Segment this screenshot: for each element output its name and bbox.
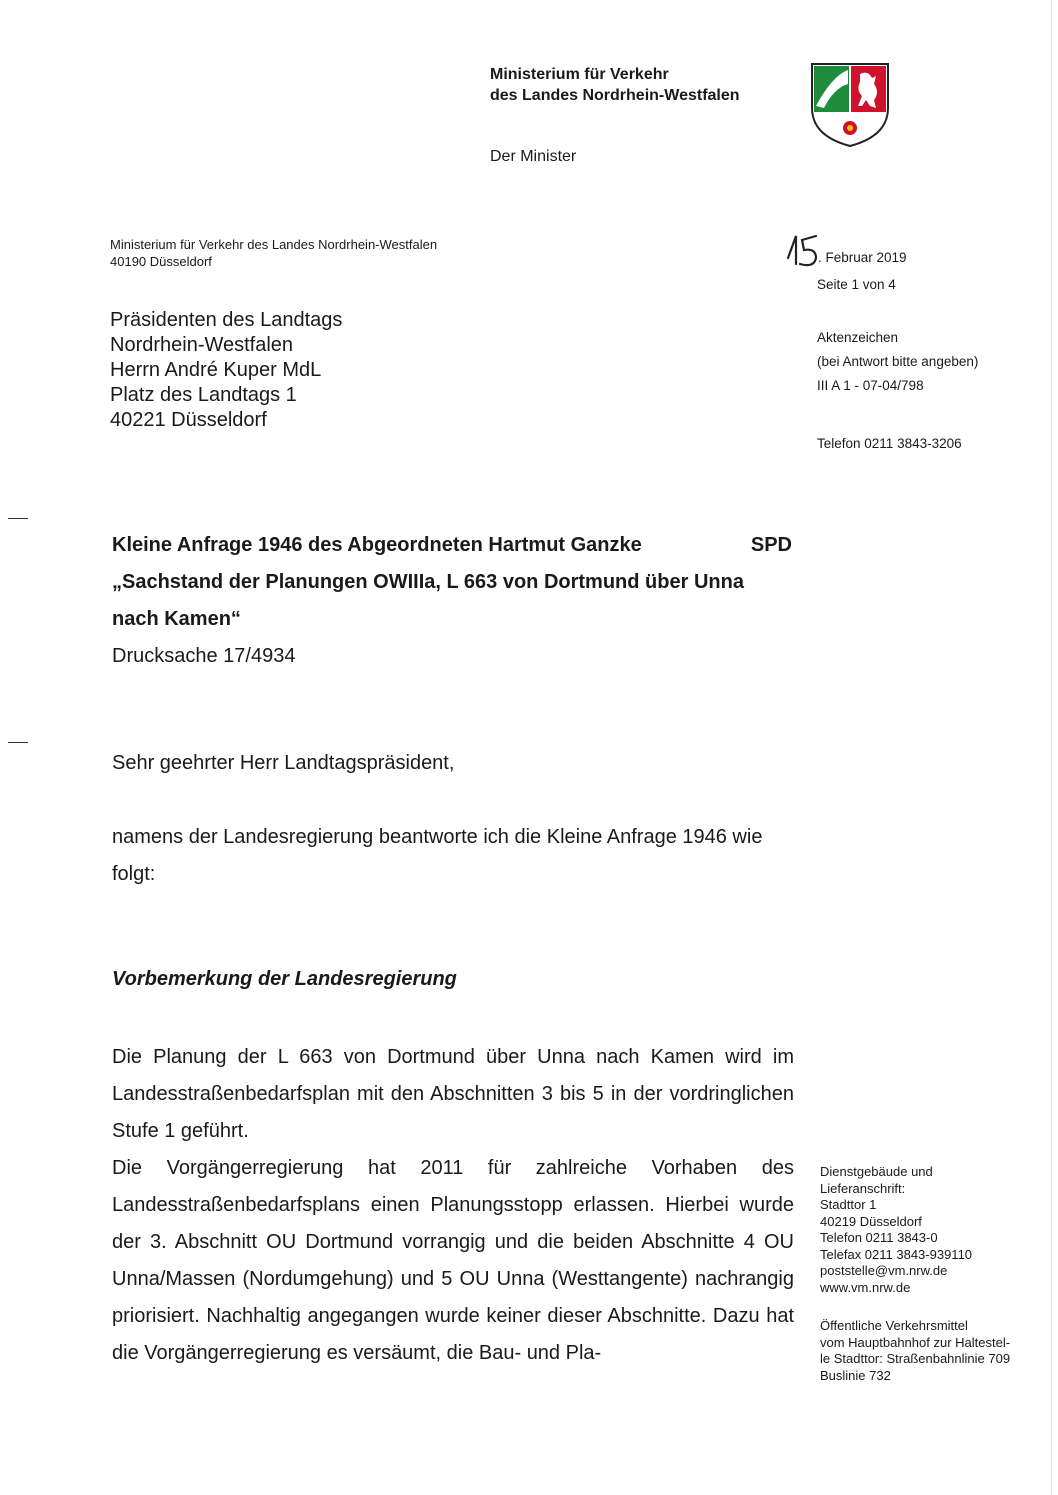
page-edge bbox=[1051, 0, 1052, 1495]
aktenzeichen-block bbox=[817, 326, 978, 398]
office-email: poststelle@vm.nrw.de bbox=[820, 1263, 948, 1278]
fold-mark-1 bbox=[8, 518, 28, 519]
transit-line-4: Buslinie 732 bbox=[820, 1367, 891, 1383]
transit-info bbox=[820, 1318, 1030, 1384]
office-phone: Telefon 0211 3843-0 bbox=[820, 1230, 938, 1245]
minister-label: Der Minister bbox=[490, 148, 577, 165]
nrw-coat-of-arms-icon bbox=[810, 62, 890, 148]
subject-line-3: nach Kamen“ bbox=[112, 608, 241, 630]
office-address bbox=[820, 1164, 1020, 1296]
drucksache: Drucksache 17/4934 bbox=[112, 645, 296, 667]
intro-paragraph: namens der Landesregierung beantworte ich die Kleine Anfrage 1946 wie folgt: bbox=[112, 826, 763, 885]
office-fax: Telefax 0211 3843-939110 bbox=[820, 1246, 973, 1262]
transit-line-1: Öffentliche Verkehrsmittel bbox=[820, 1318, 968, 1333]
sender-line-1: Ministerium für Verkehr des Landes Nordrhein-Westfalen bbox=[110, 237, 438, 252]
section-heading: Vorbemerkung der Landesregierung bbox=[112, 968, 457, 990]
recipient-line-4: Platz des Landtags 1 bbox=[110, 384, 297, 406]
aktenzeichen-hint: (bei Antwort bitte angeben) bbox=[817, 354, 979, 369]
ministry-line-1: Ministerium für Verkehr bbox=[490, 66, 669, 83]
fold-mark-2 bbox=[8, 742, 28, 743]
office-address-line-3: Stadttor 1 bbox=[820, 1197, 877, 1212]
subject-block bbox=[112, 527, 792, 675]
ministry-heading bbox=[490, 64, 740, 106]
sender-address bbox=[110, 236, 437, 270]
recipient-line-5: 40221 Düsseldorf bbox=[110, 409, 267, 431]
aktenzeichen-value: III A 1 - 07-04/798 bbox=[817, 378, 924, 393]
subject-party: SPD bbox=[750, 534, 792, 556]
office-address-line-1: Dienstgebäude und bbox=[820, 1164, 933, 1179]
telefon: Telefon 0211 3843-3206 bbox=[817, 436, 962, 451]
recipient-line-2: Nordrhein-Westfalen bbox=[110, 334, 294, 356]
ministry-line-2: des Landes Nordrhein-Westfalen bbox=[490, 87, 740, 104]
paragraph-2: Die Vorgängerregierung hat 2011 für zahlreiche Vorhaben des Landesstraßenbedarfsplans einen Planungsstopp erlassen. Hierbei wurde der 3. Abschnitt OU Dortmund vorrangig und die beiden Abschnitte 4 OU Unna/Massen (Nordumgehung) und 5 OU Unna (Westtangente) nachrangig priorisiert. Nachhaltig angegangen wurde keiner dieser Abschnitte. Dazu hat die Vorgängerregierung es versäumt, die Bau- und Pla- bbox=[112, 1157, 794, 1364]
transit-line-3: le Stadttor: Straßenbahnlinie 709 bbox=[820, 1351, 1011, 1366]
recipient-line-3: Herrn André Kuper MdL bbox=[110, 359, 322, 381]
sender-line-2: 40190 Düsseldorf bbox=[110, 254, 212, 269]
letter-date: . Februar 2019 bbox=[818, 250, 907, 265]
subject-line-2: „Sachstand der Planungen OWIIIa, L 663 von Dortmund über Unna bbox=[112, 571, 744, 593]
transit-line-2: vom Hauptbahnhof zur Haltestel- bbox=[820, 1334, 1011, 1350]
paragraph-1: Die Planung der L 663 von Dortmund über Unna nach Kamen wird im Landesstraßenbedarfsplan mit den Abschnitten 3 bis 5 in der vordringlichen Stufe 1 geführt. bbox=[112, 1046, 794, 1142]
office-address-line-4: 40219 Düsseldorf bbox=[820, 1213, 922, 1229]
subject-line-1: Kleine Anfrage 1946 des Abgeordneten Hartmut Ganzke bbox=[112, 534, 642, 556]
aktenzeichen-label: Aktenzeichen bbox=[817, 330, 899, 345]
recipient-line-1: Präsidenten des Landtags bbox=[110, 309, 343, 331]
page-indicator: Seite 1 von 4 bbox=[817, 277, 896, 292]
salutation: Sehr geehrter Herr Landtagspräsident, bbox=[112, 752, 455, 774]
office-address-line-2: Lieferanschrift: bbox=[820, 1180, 906, 1196]
recipient-address bbox=[110, 308, 342, 433]
office-website: www.vm.nrw.de bbox=[820, 1279, 911, 1295]
